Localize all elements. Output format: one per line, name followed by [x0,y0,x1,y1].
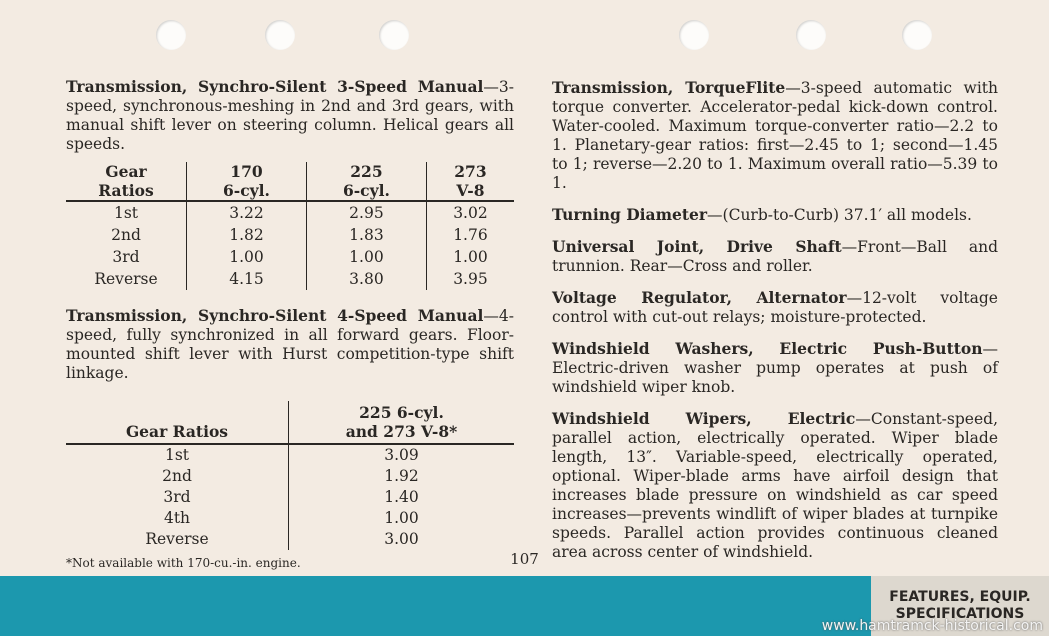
windshield-wipers-text: —Constant-speed, parallel action, electrically operated. Wiper blade length, 13″. Variable-speed, electrically operated, optional. Wiper-blade arms have airfoil design that increases blade pressure on windshield as car speed increases—prevents windlift of wiper blades at turnpike speeds. Parallel action provides continuous cleaned area across center of windshield. [552,410,998,561]
gear-cell: 4th [163,509,191,527]
windshield-washers-paragraph [552,339,998,397]
ratio-cell: 4.15 [187,268,307,290]
ratio-cell: 1.40 [289,487,515,508]
voltage-regulator-text: —12-volt voltage control with cut-out relays; moisture-protected. [552,289,998,326]
turning-diameter-title: Turning Diameter [552,205,708,224]
universal-joint-text: —Front—Ball and trunnion. Rear—Cross and roller. [552,238,999,275]
torqueflite-paragraph [552,78,998,193]
table-row [66,466,514,487]
ratio-cell: 1.83 [306,224,426,246]
four-speed-manual-title: Transmission, Synchro-Silent 4-Speed Manual [66,306,484,325]
ratio-cell: 3.00 [289,529,515,550]
ratio-cell: 2.95 [306,201,426,224]
table-header-row [66,162,514,201]
turning-diameter-paragraph [552,205,998,225]
ratio-cell: 1.76 [426,224,514,246]
gear-cell: 2nd [162,467,192,485]
table-row [66,224,514,246]
three-speed-manual-title: Transmission, Synchro-Silent 3-Speed Manual [66,77,484,96]
windshield-washers-title: Windshield Washers, Electric Push-Button [552,339,983,358]
left-column [66,77,514,573]
binder-hole [379,20,409,50]
page-number: 107 [510,550,539,568]
torqueflite-title: Transmission, TorqueFlite [552,78,786,97]
table-header-row [66,401,514,444]
gear-cell: 3rd [163,488,191,506]
table-row [66,444,514,466]
three-speed-manual-paragraph [66,77,514,154]
binder-hole [265,20,295,50]
ratio-cell: 1.00 [306,246,426,268]
universal-joint-title: Universal Joint, Drive Shaft [552,237,842,256]
four-speed-manual-text: —4-speed, fully synchronized in all forward gears. Floor-mounted shift lever with Hurst competition-type shift linkage. [66,307,514,382]
table-row [66,201,514,224]
voltage-regulator-paragraph [552,288,998,327]
turning-diameter-text: —(Curb-to-Curb) 37.1′ all models. [707,206,972,224]
windshield-washers-text: —Electric-driven washer pump operates at push of windshield wiper knob. [552,340,998,396]
gear-cell: Reverse [145,530,209,548]
windshield-wipers-title: Windshield Wipers, Electric [552,409,856,428]
table-row [66,268,514,290]
header-225-273: 225 6-cyl. and 273 V-8* [289,401,515,444]
ratio-cell: 3.09 [289,444,515,466]
binder-hole [679,20,709,50]
four-speed-gear-ratio-table [66,401,514,550]
three-speed-gear-ratio-table [66,162,514,290]
ratio-cell: 3.95 [426,268,514,290]
section-tab-line1: FEATURES, EQUIP. [889,589,1031,605]
header-gear-ratios: Gear Ratios [66,401,289,444]
header-225-6cyl: 225 6-cyl. [306,162,426,201]
gear-cell: Reverse [94,269,158,288]
ratio-cell: 1.92 [289,466,515,487]
gear-cell: 1st [164,446,190,464]
header-gear-ratios: Gear Ratios [66,162,187,201]
right-column [552,78,998,574]
voltage-regulator-title: Voltage Regulator, Alternator [552,288,847,307]
torqueflite-text: —3-speed automatic with torque converter. Accelerator-pedal kick-down control. Water-cooled. Maximum torque-converter ratio—2.2 to 1. Planetary-gear ratios: first—2.45 to 1; second—1.45 to 1; reverse—2.20 to 1. Maximum overall ratio—5.39 to 1. [552,79,998,192]
ratio-cell: 1.00 [426,246,514,268]
ratio-cell: 1.00 [187,246,307,268]
binder-hole [796,20,826,50]
ratio-cell: 3.02 [426,201,514,224]
header-273-v8: 273 V-8 [426,162,514,201]
gear-cell: 1st [113,203,139,222]
binder-hole [156,20,186,50]
header-170-6cyl: 170 6-cyl. [187,162,307,201]
table-row [66,246,514,268]
ratio-cell: 3.80 [306,268,426,290]
watermark: www.hamtramck-historical.com [821,618,1043,634]
four-speed-manual-paragraph [66,306,514,383]
binder-hole [902,20,932,50]
windshield-wipers-paragraph [552,409,998,562]
three-speed-manual-text: —3-speed, synchronous-meshing in 2nd and 3rd gears, with manual shift lever on steering column. Helical gears all speeds. [66,78,514,153]
universal-joint-paragraph [552,237,998,276]
section-tab-line2: SPECIFICATIONS [895,606,1025,622]
table-row [66,529,514,550]
ratio-cell: 1.00 [289,508,515,529]
table-row [66,487,514,508]
table-row [66,508,514,529]
footnote: *Not available with 170-cu.-in. engine. [66,556,301,570]
ratio-cell: 3.22 [187,201,307,224]
ratio-cell: 1.82 [187,224,307,246]
gear-cell: 2nd [111,225,141,244]
gear-cell: 3rd [112,247,140,266]
